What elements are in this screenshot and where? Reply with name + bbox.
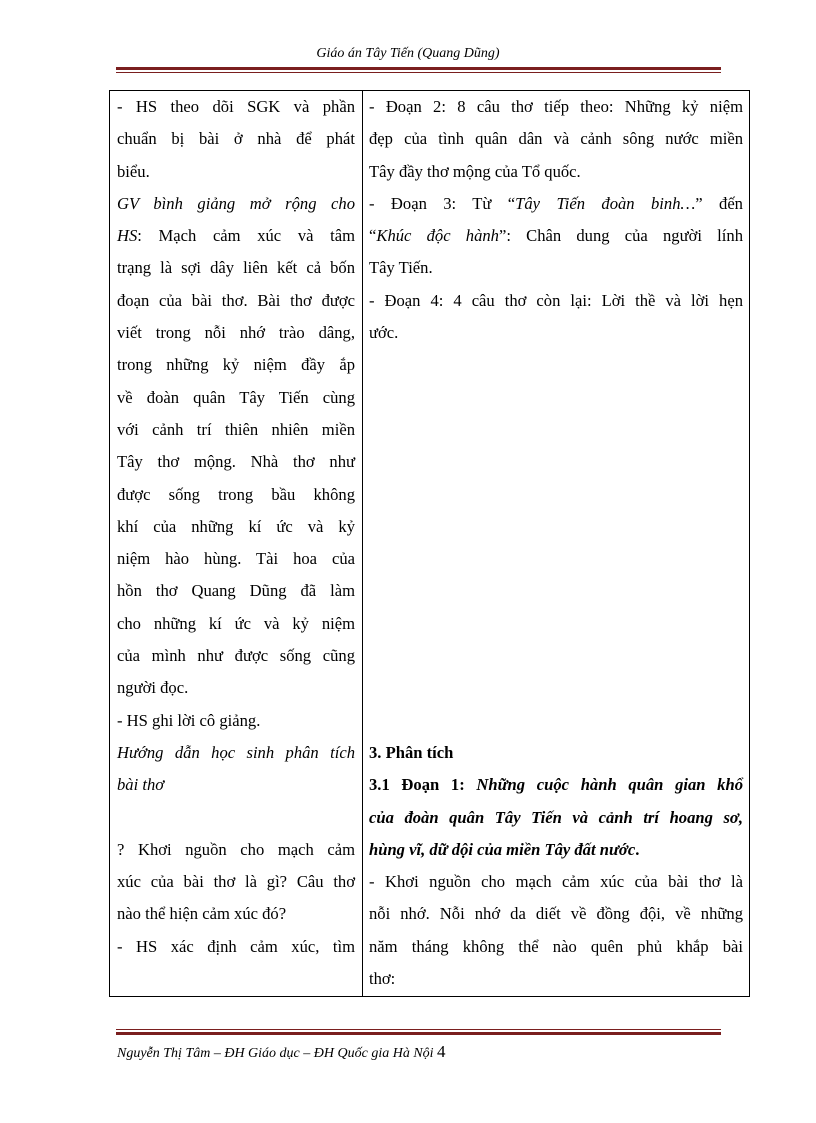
text-line: Tây đầy thơ mộng của Tổ quốc. — [369, 161, 581, 181]
text-line: người đọc. — [117, 678, 189, 698]
text-line: đẹp của tình quân dân và cảnh sông nước miền — [369, 129, 743, 149]
text-line: - Khơi nguồn cho mạch cảm xúc của bài thơ là — [369, 872, 743, 892]
text-line — [117, 220, 355, 252]
column-divider — [362, 91, 363, 996]
text-line: được sống trong bầu không — [117, 484, 355, 504]
text-span: - Đoạn 3: Từ “ — [369, 193, 516, 213]
text-line: - Đoạn 4: 4 câu thơ còn lại: Lời thề và lời hẹn — [369, 290, 743, 310]
text-line: với cảnh trí thiên nhiên miền — [117, 419, 355, 439]
text-line: chuẩn bị bài ở nhà để phát — [117, 129, 355, 149]
text-line: Tây thơ mộng. Nhà thơ như — [117, 452, 355, 472]
blank-line — [369, 382, 743, 414]
header-rule-thick — [116, 67, 721, 70]
teacher-student-activity-column — [117, 91, 355, 963]
text-line: khí của những kí ức và kỷ — [117, 516, 355, 536]
text-line: - HS theo dõi SGK và phần — [117, 97, 355, 116]
blank-line — [369, 446, 743, 478]
text-line: ước. — [369, 323, 399, 343]
blank-line — [369, 575, 743, 607]
text-line: trong những kỷ niệm đầy ắp — [117, 355, 355, 375]
footer-author: Nguyễn Thị Tâm – ĐH Giáo dục – ĐH Quốc gia Hà Nội — [117, 1046, 438, 1061]
text-line: GV bình giảng mở rộng cho — [117, 193, 355, 213]
blank-line — [369, 479, 743, 511]
text-line: cho những kí ức và kỷ niệm — [117, 613, 355, 633]
text-line: ? Khơi nguồn cho mạch cảm — [117, 839, 355, 859]
blank-line — [369, 640, 743, 672]
text-line: xúc của bài thơ là gì? Câu thơ — [117, 872, 355, 892]
sub-heading-line: của đoàn quân Tây Tiến và cảnh trí hoang sơ, — [369, 807, 743, 827]
text-line: viết trong nỗi nhớ trào dâng, — [117, 323, 355, 343]
text-line — [369, 188, 743, 220]
blank-line — [369, 349, 743, 381]
blank-line — [117, 802, 355, 834]
text-line: trạng là sợi dây liên kết cả bốn — [117, 258, 355, 278]
text-line: nỗi nhớ. Nỗi nhớ da diết về đồng đội, về những — [369, 904, 743, 924]
text-span: Khúc độc hành — [376, 226, 499, 246]
page-footer — [117, 1042, 446, 1062]
sub-heading-line — [369, 769, 743, 801]
text-line: thơ: — [369, 969, 396, 989]
page-header-title: Giáo án Tây Tiến (Quang Dũng) — [316, 46, 500, 61]
text-span: ” đến — [695, 193, 743, 213]
blank-line — [369, 414, 743, 446]
footer-rule-thick — [116, 1032, 721, 1035]
header-rule-thin — [116, 72, 721, 73]
blank-line — [369, 705, 743, 737]
page-number: 4 — [437, 1042, 446, 1061]
text-span: hùng vĩ, dữ dội của miền Tây đất nước — [369, 839, 636, 859]
text-line: Hướng dẫn học sinh phân tích — [117, 742, 355, 762]
text-span: Tây Tiến đoàn binh… — [515, 193, 696, 213]
text-line: đoạn của bài thơ. Bài thơ được — [117, 290, 355, 310]
section-heading: 3. Phân tích — [369, 742, 454, 762]
text-line: - HS ghi lời cô giảng. — [117, 710, 261, 730]
text-span: Những cuộc hành quân gian khổ — [476, 775, 743, 795]
blank-line — [369, 672, 743, 704]
text-line: bài thơ — [117, 775, 165, 795]
text-line: biểu. — [117, 161, 150, 181]
text-line: - Đoạn 2: 8 câu thơ tiếp theo: Những kỷ niệm — [369, 97, 743, 116]
content-column — [369, 91, 743, 995]
text-span: : Mạch cảm xúc và tâm — [137, 226, 355, 246]
text-line: về đoàn quân Tây Tiến cùng — [117, 387, 355, 407]
text-span: ”: Chân dung của người lính — [498, 226, 743, 246]
text-line: năm tháng không thể nào quên phủ khắp bài — [369, 936, 743, 956]
text-line — [369, 220, 743, 252]
text-span: HS — [117, 226, 138, 246]
text-span: . — [635, 839, 640, 859]
text-span: “ — [369, 226, 377, 246]
footer-rule-thin — [116, 1029, 721, 1030]
sub-heading-line — [369, 834, 743, 866]
text-span: 3.1 Đoạn 1: — [369, 775, 465, 795]
blank-line — [369, 543, 743, 575]
text-line: của mình như được sống cũng — [117, 646, 355, 666]
blank-line — [369, 511, 743, 543]
blank-line — [369, 608, 743, 640]
text-line: nào thể hiện cảm xúc đó? — [117, 904, 287, 924]
text-line: niệm hào hùng. Tài hoa của — [117, 549, 355, 569]
text-line: hồn thơ Quang Dũng đã làm — [117, 581, 355, 601]
text-line: - HS xác định cảm xúc, tìm — [117, 936, 355, 956]
lesson-table — [109, 90, 750, 997]
text-line: Tây Tiến. — [369, 258, 433, 278]
